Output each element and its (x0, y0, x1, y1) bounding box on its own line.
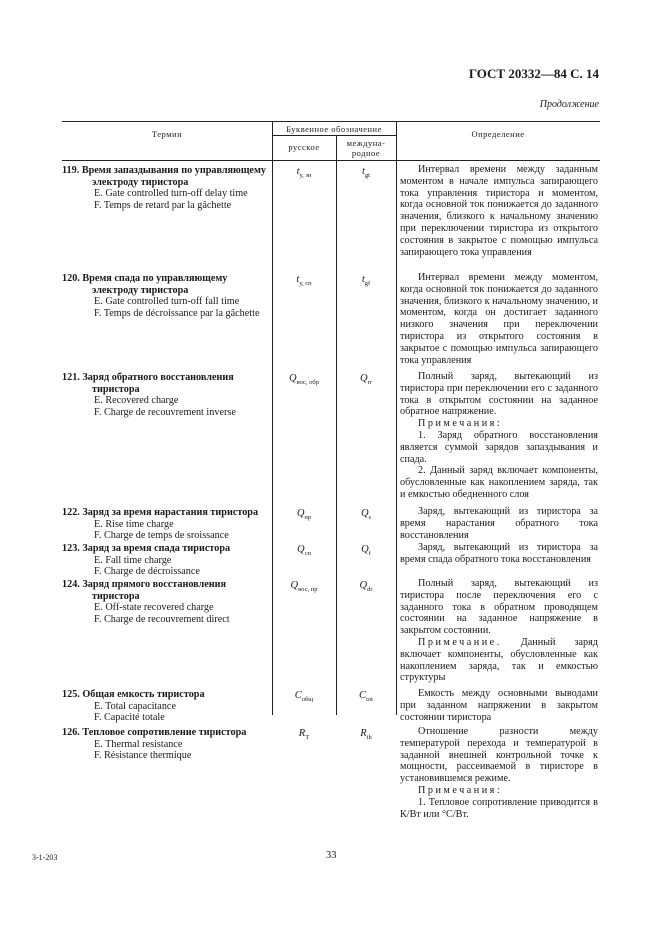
page-number: 33 (326, 850, 337, 861)
term-french: F. Charge de recouvrement inverse (94, 406, 236, 418)
symbol-subscript: th (366, 734, 372, 742)
symbol-letter: Q (359, 580, 368, 591)
term-number: 126. (62, 727, 80, 738)
definition-123 (400, 542, 598, 566)
symbol-russian-126 (274, 728, 334, 744)
symbol-subscript: tot (366, 696, 373, 704)
symbol-international-124 (336, 580, 396, 596)
symbol-subscript: вос, пр (298, 586, 318, 594)
definition-121 (400, 371, 598, 501)
definition-124 (400, 578, 598, 684)
note-text: Данный заряд включает компоненты, обусловленные как накоплением заряда, так и емкостью структуры (400, 636, 598, 684)
term-title (62, 507, 274, 519)
symbol-russian-122 (274, 508, 334, 524)
term-entry-120 (62, 273, 274, 319)
print-code: 3-1-203 (32, 853, 58, 862)
column-divider-3 (396, 121, 397, 715)
definition-125 (400, 688, 598, 723)
term-name: Заряд за время нарастания тиристора (82, 507, 259, 518)
symbol-letter: Q (360, 508, 369, 519)
term-entry-125 (62, 689, 274, 724)
term-number: 123. (62, 543, 80, 554)
column-header-definition: Определение (471, 129, 525, 139)
term-number: 119. (62, 165, 80, 176)
column-header-terms: Термин (151, 129, 183, 139)
symbol-russian-124 (274, 580, 334, 596)
symbol-subscript: у, сп (299, 280, 312, 288)
term-english: E. Recovered charge (94, 395, 179, 407)
term-number: 125. (62, 689, 80, 700)
symbol-subscript: вос, обр (296, 379, 319, 387)
letter-subheader-rule (272, 135, 396, 136)
term-number: 122. (62, 507, 80, 518)
symbol-subscript: T (305, 734, 310, 742)
term-english: E. Total capacitance (94, 700, 176, 712)
term-number: 120. (62, 273, 80, 284)
term-title (62, 165, 274, 188)
note-label: Примечание. (418, 636, 502, 648)
definition-120 (400, 272, 598, 366)
term-entry-123 (62, 543, 274, 578)
symbol-letter: t (296, 274, 300, 285)
term-french: F. Temps de décroissance par la gâchette (94, 307, 260, 319)
term-entry-121 (62, 372, 274, 418)
symbol-letter: Q (361, 544, 369, 555)
symbol-international-121 (336, 373, 396, 389)
term-title (62, 543, 274, 555)
term-number: 124. (62, 579, 80, 590)
symbol-international-123 (336, 544, 396, 560)
term-name: Заряд прямого восстановления тиристора (82, 579, 227, 602)
term-french: F. Charge de recouvrement direct (94, 613, 230, 625)
definition-text: Полный заряд, вытекающий из тиристора после переключения его с заданного тока в обратном проводящем состоянии на заданное напряжение в закрытом состоянии. (400, 578, 598, 637)
term-name: Заряд обратного восстановления тиристора (82, 372, 234, 395)
definition-text: Емкость между основными выводами при заданном напряжении в закрытом состоянии тиристора (400, 688, 598, 723)
column-header-russian: русское (288, 142, 320, 152)
symbol-russian-119 (274, 166, 334, 182)
column-header-intl-line1: междуна- (346, 138, 386, 148)
term-title (62, 579, 274, 602)
symbol-letter: R (298, 728, 306, 739)
term-title (62, 727, 274, 739)
definition-text: Интервал времени между моментом, когда основной ток понижается до заданного значения, близкого к начальному значению, и моментом, когда он достигает заданного низкого значения при переключении тиристора из открытого состояния в закрытое с помощью импульса запирающего тока управления (400, 272, 598, 366)
term-title (62, 273, 274, 296)
symbol-international-120 (336, 274, 396, 290)
document-header: ГОСТ 20332—84 С. 14 (468, 66, 599, 81)
notes-label: Примечания: (418, 418, 503, 430)
table-top-rule (62, 121, 600, 122)
continuation-label: Продолжение (539, 99, 599, 110)
definition-119 (400, 164, 598, 258)
symbol-letter: Q (289, 373, 297, 384)
symbol-international-125 (336, 690, 396, 706)
term-entry-124 (62, 579, 274, 625)
term-title (62, 689, 274, 701)
note-1: 1. Тепловое сопротивление приводится в К/Вт или °С/Вт. (400, 796, 598, 820)
symbol-letter: C (359, 690, 367, 701)
symbol-subscript: dr (367, 586, 373, 594)
column-header-intl-line2: родное (351, 148, 381, 158)
symbol-letter: Q (360, 373, 368, 384)
term-number: 121. (62, 372, 80, 383)
symbol-letter: Q (296, 508, 305, 519)
definition-text: Интервал времени между заданным моментом в начале импульса запирающего тока управления тиристора и моментом, когда основной ток понижается до заданного значения, близкого к начальному значению при переключении тиристора из открытого состояния в закрытое с помощью импульса запирающего тока управления (400, 164, 598, 258)
term-english: E. Gate controlled turn-off delay time (94, 188, 248, 200)
symbol-subscript: у, зн (299, 172, 312, 180)
column-header-international (336, 138, 396, 158)
column-header-letter: Буквенное обозначение (286, 124, 382, 134)
symbol-international-119 (336, 166, 396, 182)
note-1: 1. Заряд обратного восстановления является суммой зарядов запаздывания и спада. (400, 429, 598, 465)
term-french: F. Capacité totale (94, 712, 165, 724)
symbol-letter: t (361, 274, 365, 285)
symbol-letter: Q (297, 544, 305, 555)
term-english: E. Fall time charge (94, 554, 172, 566)
term-name: Общая емкость тиристора (82, 689, 205, 700)
definition-text: Заряд, вытекающий из тиристора за время спада обратного тока восстановления (400, 542, 598, 565)
term-english: E. Off-state recovered charge (94, 602, 214, 614)
symbol-letter: R (360, 728, 367, 739)
definition-text: Заряд, вытекающий из тиристора за время нарастания обратного тока восстановления (400, 506, 598, 541)
symbol-subscript: gf (364, 280, 371, 288)
symbol-subscript: f (368, 550, 371, 558)
definition-122 (400, 506, 598, 541)
term-name: Тепловое сопротивление тиристора (82, 727, 247, 738)
term-english: E. Thermal resistance (94, 738, 183, 750)
term-french: F. Charge de décroissance (94, 566, 200, 578)
symbol-subscript: нр (304, 514, 312, 522)
symbol-letter: C (294, 690, 302, 701)
symbol-subscript: s (368, 514, 372, 522)
term-entry-119 (62, 165, 274, 211)
symbol-letter: Q (290, 580, 299, 591)
term-english: E. Rise time charge (94, 518, 174, 530)
symbol-subscript: сп (304, 550, 311, 558)
term-entry-122 (62, 507, 274, 542)
term-french: F. Résistance thermique (94, 750, 192, 762)
notes-label: Примечания: (418, 784, 503, 796)
term-name: Время запаздывания по управляющему электроду тиристора (81, 165, 266, 188)
definition-126 (400, 726, 598, 820)
table-header-bottom-rule (62, 160, 600, 161)
term-french: F. Temps de retard par la gâchette (94, 199, 232, 211)
symbol-subscript: общ (301, 696, 314, 704)
symbol-international-126 (336, 728, 396, 744)
note-paragraph (400, 637, 598, 684)
definition-text: Полный заряд, вытекающий из тиристора при переключении его с заданного тока в открытом состоянии на заданное обратное напряжение. (400, 371, 598, 418)
symbol-russian-121 (274, 373, 334, 389)
term-name: Заряд за время спада тиристора (82, 543, 231, 554)
symbol-russian-120 (274, 274, 334, 290)
definition-text: Отношение разности между температурой перехода и температурой в заданной внешней контрольной точке к мощности, рассеиваемой в тиристоре в установившемся режиме. (400, 726, 598, 785)
terms-table (62, 121, 600, 861)
symbol-russian-125 (274, 690, 334, 706)
term-french: F. Charge de temps de sroissance (94, 530, 229, 542)
note-2: 2. Данный заряд включает компоненты, обусловленные как накоплением заряда, так и емкостью обедненного слоя (400, 465, 598, 500)
term-english: E. Gate controlled turn-off fall time (94, 296, 240, 308)
column-divider-2 (336, 135, 337, 715)
term-entry-126 (62, 727, 274, 762)
term-name: Время спада по управляющему электроду тиристора (82, 273, 228, 296)
symbol-subscript: gt (364, 172, 370, 180)
symbol-letter: t (362, 166, 365, 177)
symbol-international-122 (336, 508, 396, 524)
term-title (62, 372, 274, 395)
symbol-russian-123 (274, 544, 334, 560)
symbol-letter: t (296, 166, 300, 177)
symbol-subscript: rr (367, 379, 372, 387)
